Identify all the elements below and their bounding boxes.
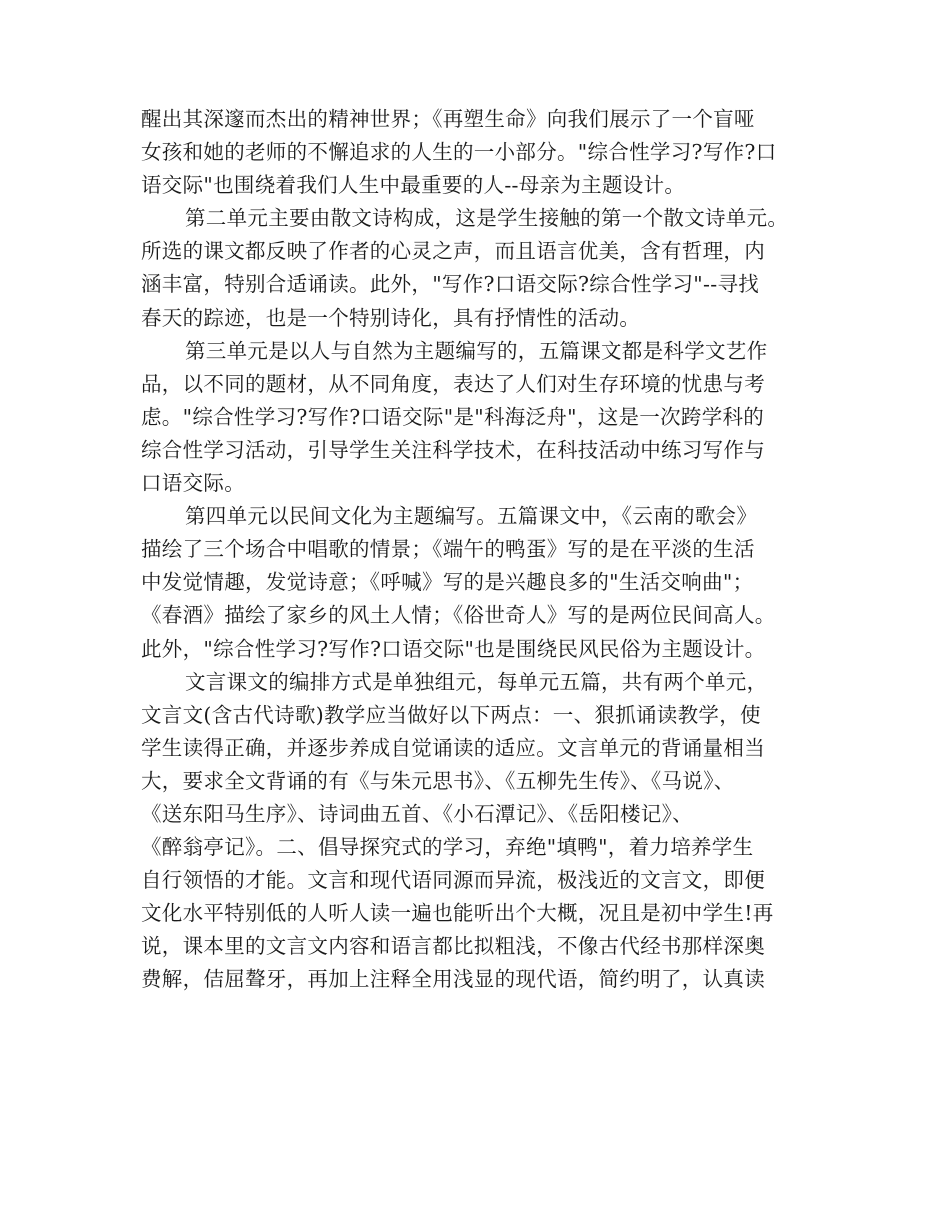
- text-line: 女孩和她的老师的不懈追求的人生的一小部分。"综合性学习?写作?口: [141, 140, 777, 165]
- text-line: 第四单元以民间文化为主题编写。五篇课文中，《云南的歌会》: [185, 504, 758, 529]
- text-line: 学生读得正确，并逐步养成自觉诵读的适应。文言单元的背诵量相当: [141, 735, 765, 760]
- text-line: 涵丰富，特别合适诵读。此外，"写作?口语交际?综合性学习"--寻找: [141, 272, 760, 297]
- text-line: 春天的踪迹，也是一个特别诗化，具有抒情性的活动。: [141, 305, 641, 330]
- paragraph: [141, 103, 821, 202]
- text-line: 《醉翁亭记》。二、倡导探究式的学习，弃绝"填鸭"，着力培养学生: [141, 835, 754, 860]
- text-line: 大，要求全文背诵的有《与朱元思书》、《五柳先生传》、《马说》、: [141, 768, 735, 793]
- paragraph: [141, 202, 821, 334]
- text-line: 文言课文的编排方式是单独组元，每单元五篇，共有两个单元，: [185, 669, 768, 694]
- text-line: 文化水平特别低的人听人读一遍也能听出个大概，况且是初中学生!再: [141, 901, 774, 926]
- text-line: 醒出其深邃而杰出的精神世界；《再塑生命》向我们展示了一个盲哑: [141, 107, 755, 131]
- paragraph: [141, 500, 821, 665]
- text-line: 自行领悟的才能。文言和现代语同源而异流，极浅近的文言文，即便: [141, 868, 765, 893]
- text-line: 所选的课文都反映了作者的心灵之声，而且语言优美，含有哲理，内: [141, 239, 765, 264]
- text-line: 文言文(含古代诗歌)教学应当做好以下两点：一、狠抓诵读教学，使: [141, 702, 761, 727]
- text-line: 品，以不同的题材，从不同角度，表达了人们对生存环境的忧患与考: [141, 371, 765, 396]
- text-line: 口语交际。: [141, 471, 245, 496]
- text-line: 《春酒》描绘了家乡的风土人情；《俗世奇人》写的是两位民间高人。: [141, 603, 776, 628]
- text-line: 语交际"也围绕着我们人生中最重要的人--母亲为主题设计。: [141, 173, 686, 198]
- text-line: 描绘了三个场合中唱歌的情景；《端午的鸭蛋》写的是在平淡的生活: [141, 537, 755, 562]
- text-line: 中发觉情趣，发觉诗意；《呼喊》写的是兴趣良多的"生活交响曲"；: [141, 570, 754, 595]
- paragraph: [141, 335, 821, 500]
- text-line: 第三单元是以人与自然为主题编写的，五篇课文都是科学文艺作: [185, 338, 768, 363]
- text-line: 综合性学习活动，引导学生关注科学技术，在科技活动中练习写作与: [141, 437, 765, 462]
- paragraph: [141, 666, 821, 997]
- text-line: 费解，佶屈聱牙，再加上注释全用浅显的现代语，简约明了，认真读: [141, 967, 765, 992]
- text-line: 虑。"综合性学习?写作?口语交际"是"科海泛舟"，这是一次跨学科的: [141, 404, 765, 429]
- text-line: 《送东阳马生序》、诗词曲五首、《小石潭记》、《岳阳楼记》、: [141, 801, 693, 826]
- text-line: 说，课本里的文言文内容和语言都比拟粗浅，不像古代经书那样深奥: [141, 934, 765, 959]
- document-body: [141, 103, 821, 997]
- text-line: 第二单元主要由散文诗构成，这是学生接触的第一个散文诗单元。: [185, 206, 789, 231]
- text-line: 此外，"综合性学习?写作?口语交际"也是围绕民风民俗为主题设计。: [141, 636, 766, 661]
